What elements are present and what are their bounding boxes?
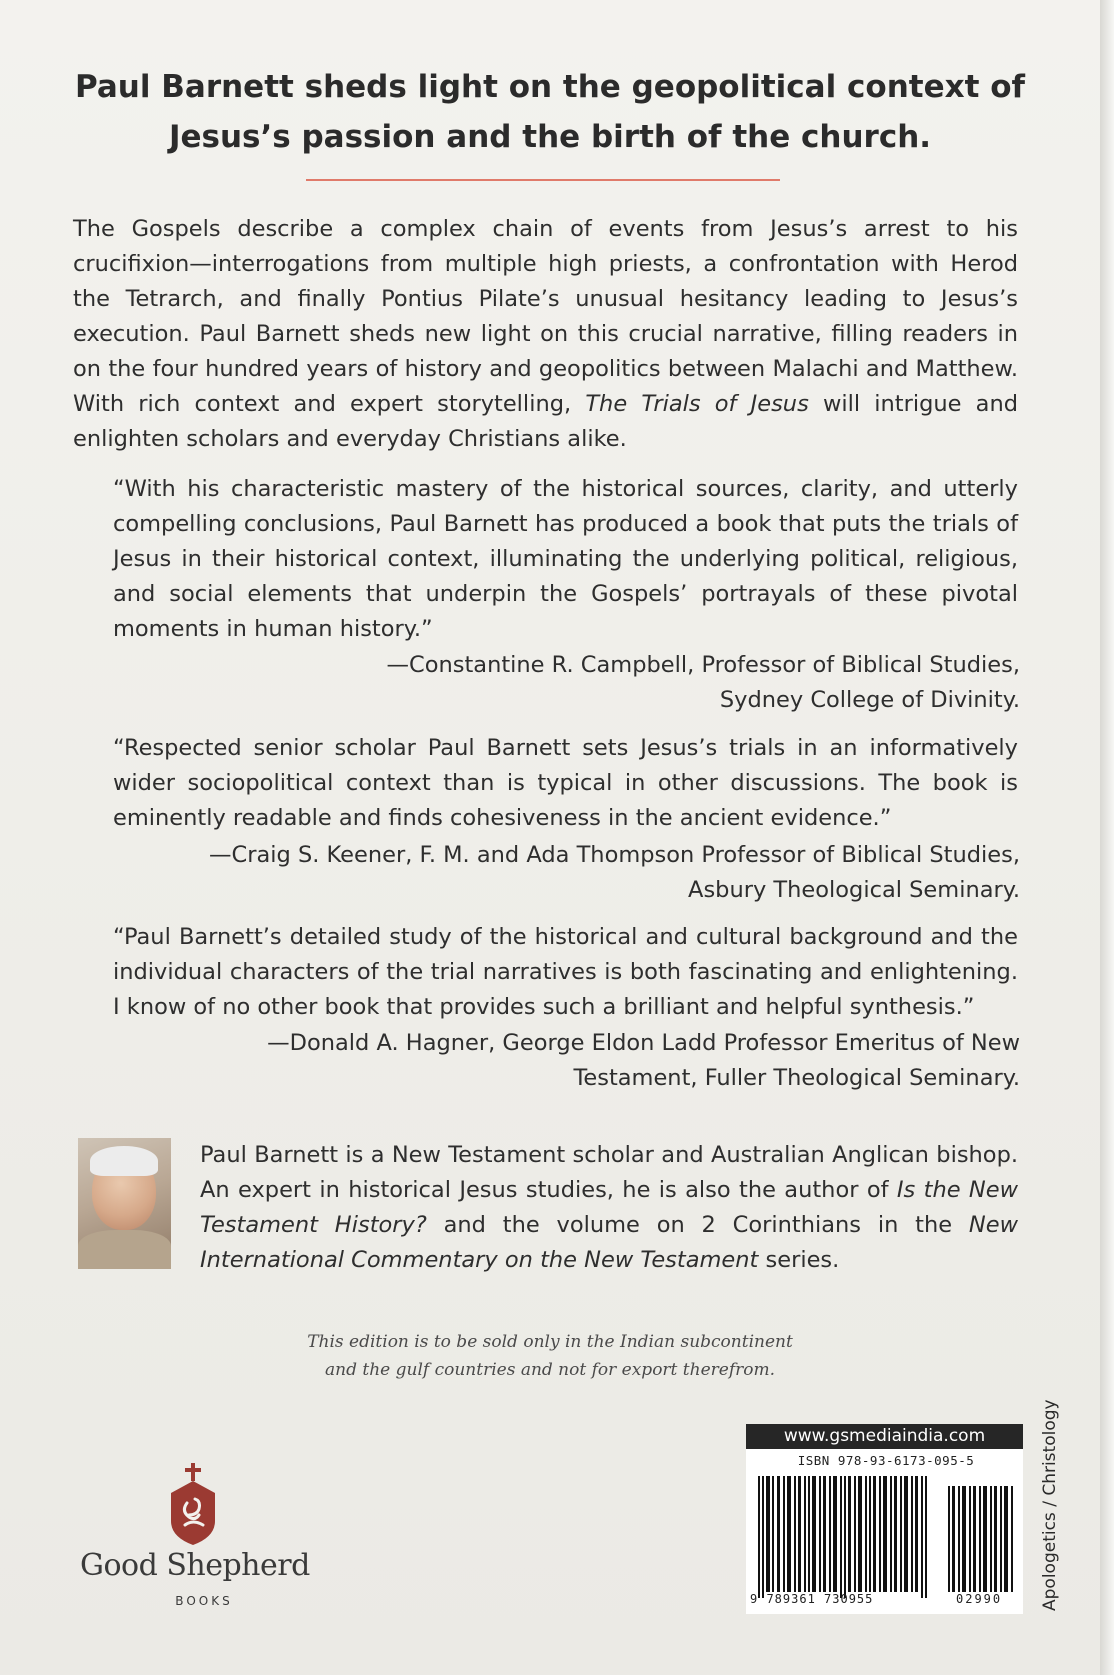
barcode-digits-main: 9 789361 730955 bbox=[750, 1592, 874, 1606]
attribution-2-line-2: Asbury Theological Seminary. bbox=[688, 877, 1020, 903]
author-photo-hair bbox=[90, 1146, 158, 1176]
sale-notice-line-2: and the gulf countries and not for export therefrom. bbox=[325, 1360, 775, 1380]
publisher-name: Good Shepherd bbox=[80, 1548, 310, 1583]
author-bio bbox=[200, 1138, 1018, 1278]
publisher-url: www.gsmediaindia.com bbox=[746, 1424, 1023, 1449]
author-photo-body bbox=[78, 1230, 171, 1269]
author-photo bbox=[78, 1138, 171, 1269]
good-shepherd-logo-icon bbox=[165, 1463, 221, 1547]
isbn-label: ISBN 978-93-6173-095-5 bbox=[797, 1453, 975, 1468]
barcode-digits-addon: 02990 bbox=[956, 1592, 1003, 1606]
cover-edge bbox=[1100, 0, 1114, 1675]
endorsement-attribution-3 bbox=[120, 1026, 1020, 1096]
endorsement-quote-2: “Respected senior scholar Paul Barnett sets Jesus’s trials in an informatively wider sociopolitical context than is typical in other discussions. The book is eminently readable and finds cohesiveness in the ancient evidence.” bbox=[113, 735, 1018, 831]
bio-text-3: series. bbox=[758, 1247, 840, 1273]
category-label: Apologetics / Christology bbox=[1040, 1399, 1060, 1611]
sale-notice bbox=[220, 1328, 880, 1384]
tagline-divider bbox=[306, 179, 780, 181]
bio-title-2: New International Commentary on the New Testament bbox=[200, 1212, 1018, 1273]
attribution-3-line-2: Testament, Fuller Theological Seminary. bbox=[573, 1065, 1020, 1091]
attribution-3-line-1: —Donald A. Hagner, George Eldon Ladd Professor Emeritus of New bbox=[267, 1030, 1020, 1056]
publisher-subtitle: BOOKS bbox=[175, 1594, 233, 1608]
bio-title-1: Is the New Testament History? bbox=[200, 1177, 1018, 1238]
description-text-2: will intrigue and enlighten scholars and everyday Christians alike. bbox=[73, 391, 1019, 452]
barcode-icon bbox=[750, 1476, 1020, 1598]
attribution-2-line-1: —Craig S. Keener, F. M. and Ada Thompson Professor of Biblical Studies, bbox=[209, 842, 1020, 868]
attribution-1-line-2: Sydney College of Divinity. bbox=[719, 687, 1020, 713]
endorsement-attribution-1 bbox=[120, 648, 1020, 718]
endorsement-quote-1: “With his characteristic mastery of the historical sources, clarity, and utterly compelling conclusions, Paul Barnett has produced a book that puts the trials of Jesus in their historical context, illuminating the underlying political, religious, and social elements that underpin the Gospels’ portrayals of these pivotal moments in human history.” bbox=[113, 476, 1018, 642]
tagline bbox=[60, 62, 1040, 162]
book-description bbox=[73, 212, 1018, 457]
endorsement-attribution-2 bbox=[120, 838, 1020, 908]
bio-text-2: and the volume on 2 Corinthians in the bbox=[426, 1212, 969, 1238]
attribution-1-line-1: —Constantine R. Campbell, Professor of Biblical Studies, bbox=[386, 652, 1020, 678]
bio-text-1: Paul Barnett is a New Testament scholar and Australian Anglican bishop. An expert in historical Jesus studies, he is also the author of bbox=[200, 1142, 1018, 1203]
barcode-panel bbox=[746, 1424, 1023, 1614]
sale-notice-line-1: This edition is to be sold only in the Indian subcontinent bbox=[307, 1332, 793, 1352]
book-title: The Trials of Jesus bbox=[585, 391, 809, 417]
tagline-line-1: Paul Barnett sheds light on the geopolitical context of bbox=[74, 69, 1025, 105]
endorsement-quote-3: “Paul Barnett’s detailed study of the historical and cultural background and the individual characters of the trial narratives is both fascinating and enlightening. I know of no other book that provides such a brilliant and helpful synthesis.” bbox=[113, 924, 1018, 1020]
tagline-line-2: Jesus’s passion and the birth of the church. bbox=[168, 119, 932, 155]
description-text-1: The Gospels describe a complex chain of events from Jesus’s arrest to his crucifixion—interrogations from multiple high priests, a confrontation with Herod the Tetrarch, and finally Pontius Pilate’s unusual hesitancy leading to Jesus’s execution. Paul Barnett sheds new light on this crucial narrative, filling readers in on the four hundred years of history and geopolitics between Malachi and Matthew. With rich context and expert storytelling, bbox=[73, 216, 1018, 417]
